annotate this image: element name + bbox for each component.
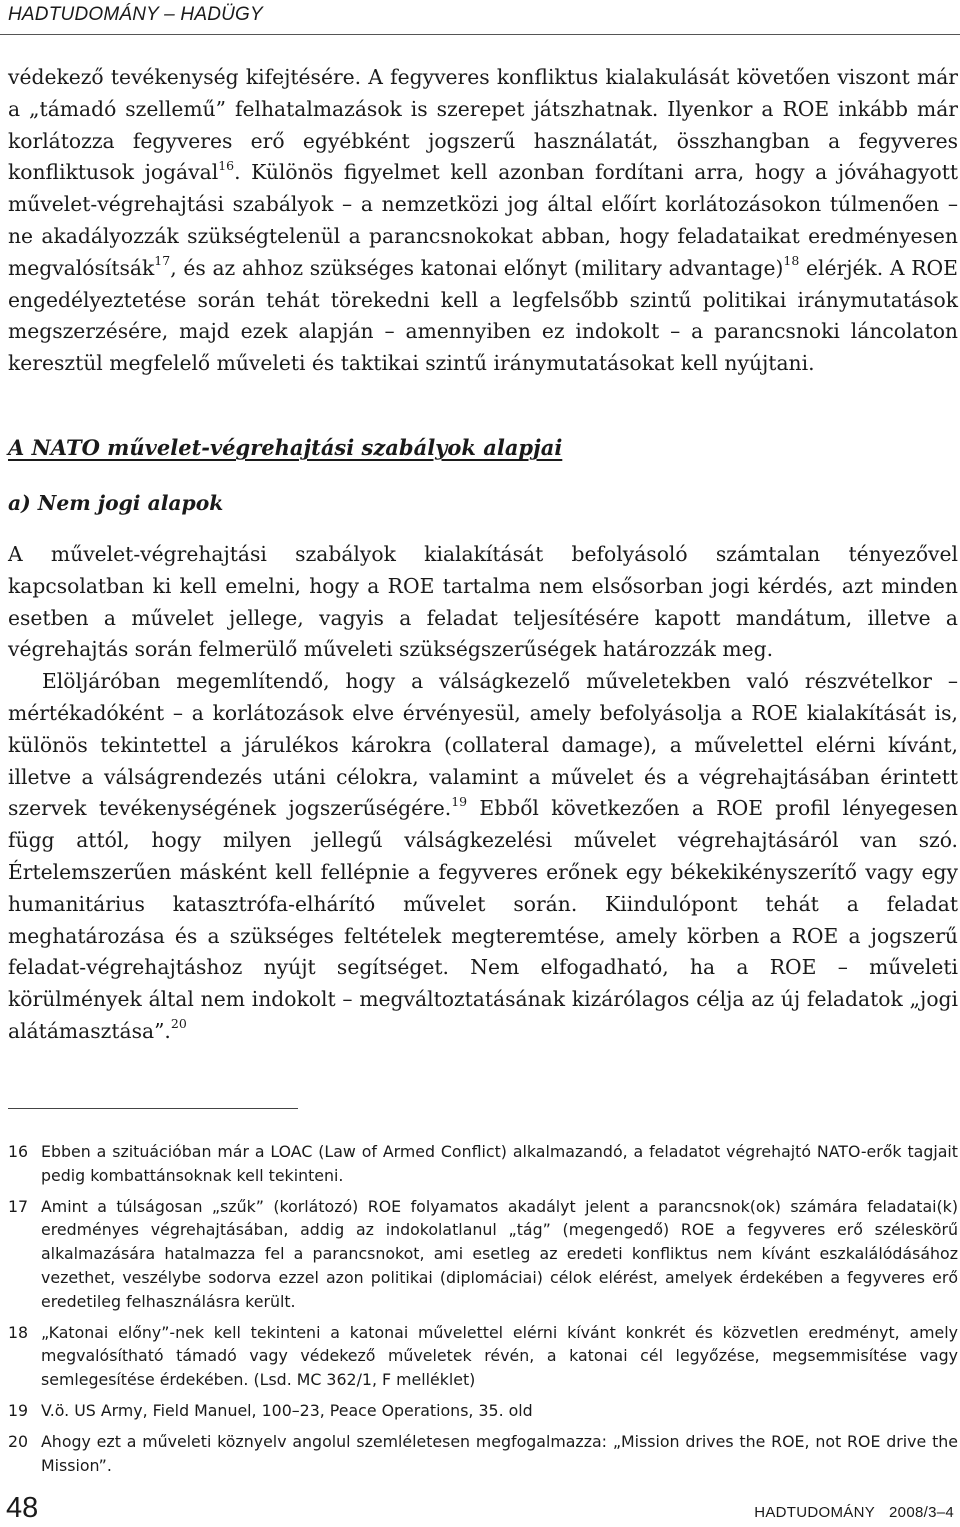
footnote-17 bbox=[8, 1195, 958, 1314]
footnote-text: Ebben a szituációban már a LOAC (Law of Armed Conflict) alkalmazandó, a feladatot végrehajtó NATO-erők tagjait pedig kombattánsoknak kell tekinteni. bbox=[41, 1142, 958, 1185]
footnote-text: V.ö. US Army, Field Manuel, 100–23, Peace Operations, 35. old bbox=[41, 1400, 533, 1420]
footnote-number: 19 bbox=[8, 1400, 29, 1420]
running-head-title: HADTUDOMÁNY – HADÜGY bbox=[8, 4, 263, 25]
footnote-number: 20 bbox=[8, 1431, 29, 1451]
footnote-20 bbox=[8, 1430, 958, 1478]
footer-journal-info bbox=[740, 1504, 954, 1521]
paragraph-1-part-4: elérjék. A ROE engedélyeztetése során tehát törekedni kell a legfelsőbb szintű politikai iránymutatások megszerzésére, majd ezek alapján – amennyiben ez indokolt – a parancsnoki láncolaton keresztül megfelelő műveleti és taktikai szintű iránymutatásokat kell nyújtani. bbox=[8, 255, 958, 376]
paragraph-3 bbox=[8, 666, 958, 1048]
paragraph-1-part-3: , és az ahhoz szükséges katonai előnyt (military advantage) bbox=[170, 255, 784, 280]
paragraph-1 bbox=[8, 62, 958, 380]
subsection-title: a) Nem jogi alapok bbox=[8, 490, 224, 515]
footnote-number: 18 bbox=[8, 1322, 29, 1342]
paragraph-2: A művelet-végrehajtási szabályok kialakítását befolyásoló számtalan tényezővel kapcsolatban ki kell emelni, hogy a ROE tartalma nem elsősorban jogi kérdés, azt minden esetben a művelet jellege, vagyis a feladat teljesítésére kapott mandátum, illetve a végrehajtás során felmerülő műveleti szükségszerűségek határozzák meg. bbox=[8, 541, 958, 662]
paragraph-1-part-2: . Különös figyelmet kell azonban fordítani arra, hogy a jóváhagyott művelet-végrehajtási szabályok – a nemzetközi jog által előírt korlátozásokon túlmenően – ne akadályozzák szükségtelenül a parancsnokokat abban, hogy feladataikat eredményesen megvalósítsák bbox=[8, 160, 958, 280]
body-text bbox=[8, 62, 958, 1048]
page-number: 48 bbox=[6, 1492, 39, 1524]
footnote-ref-20[interactable]: 20 bbox=[170, 1016, 187, 1032]
footnote-ref-18[interactable]: 18 bbox=[783, 253, 800, 269]
paragraph-3-part-2: Ebből következően a ROE profil lényegesen függ attól, hogy milyen jellegű válságkezelési művelet végrehajtásáról van szó. Értelemszerűen másként kell fellépnie a fegyveres erőnek egy békekikényszerítő vagy egy humanitárius katasztrófa-elhárító művelet során. Kiindulópont tehát a feladat meghatározása és a szükséges feltételek megteremtése, amely körben a ROE a jogszerű feladat-végrehajtáshoz nyújt segítséget. Nem elfogadható, ha a ROE – műveleti körülmények által nem indokolt – megváltoztatásának kizárólagos célja az új feladatok „jogi alátámasztása”. bbox=[8, 796, 958, 1043]
footnote-number: 17 bbox=[8, 1196, 29, 1216]
footnote-18 bbox=[8, 1321, 958, 1392]
footnote-16 bbox=[8, 1140, 958, 1188]
footnote-text: Ahogy ezt a műveleti köznyelv angolul szemléletesen megfogalmazza: „Mission drives the ROE, not ROE drive the Mission”. bbox=[41, 1431, 958, 1475]
footnote-ref-17[interactable]: 17 bbox=[154, 253, 171, 269]
section-title: A NATO művelet-végrehajtási szabályok alapjai bbox=[8, 434, 563, 460]
footnote-rule bbox=[8, 1108, 298, 1109]
header-rule bbox=[0, 34, 960, 35]
paragraph-3-part-1: Elöljáróban megemlítendő, hogy a válságkezelő műveletekben való részvételkor – mértékadóként – a korlátozások elve érvényesül, amely befolyásolja a ROE kialakítását is, különös tekintettel a járulékos károkra (collateral damage), a művelettel elérni kívánt, illetve a válságrendezés utáni célokra, valamint a művelet és a végrehajtásában érintett szervek tevékenységének jogszerűségére. bbox=[8, 669, 958, 821]
footnote-text: Amint a túlságosan „szűk” (korlátozó) ROE folyamatos akadályt jelent a parancsnok(ok) számára feladatai(k) eredményes végrehajtásában, addig az indokolatlanul „tág” (megengedő) ROE a fegyveres erő széleskörű alkalmazására hatalmazza fel a parancsnokot, ami esetleg az eredeti konfliktus nem kívánt eszkalálódásához vezethet, veszélybe sodorva ezzel azon politikai (diplomáciai) célok elérést, amelyek érdekében a fegyveres erő eredetileg felhasználásra került. bbox=[41, 1196, 958, 1311]
paragraph-1-part-1: védekező tevékenység kifejtésére. A fegyveres konfliktus kialakulását követően viszont már a „támadó szellemű” felhatalmazások is szerepet játszhatnak. Ilyenkor a ROE inkább már korlátozza fegyveres erő egyébként jogszerű használatát, összhangban a fegyveres konfliktusok jogával bbox=[8, 65, 958, 185]
footnote-ref-16[interactable]: 16 bbox=[218, 157, 235, 173]
footnote-19 bbox=[8, 1399, 958, 1423]
footnote-text: „Katonai előny”-nek kell tekinteni a katonai művelettel elérni kívánt konkrét és közvetlen eredményt, amely megvalósítható támadó vagy védekező műveletek révén, a katonai cél legyőzése, megsemmisítése vagy semlegesítése érdekében. (Lsd. MC 362/1, F melléklet) bbox=[41, 1322, 958, 1390]
footnote-number: 16 bbox=[8, 1142, 29, 1161]
footer-issue: 2008/3–4 bbox=[889, 1504, 954, 1521]
footer-journal-name: HADTUDOMÁNY bbox=[754, 1504, 876, 1521]
footnote-ref-19[interactable]: 19 bbox=[451, 793, 468, 809]
footnotes bbox=[8, 1140, 958, 1484]
